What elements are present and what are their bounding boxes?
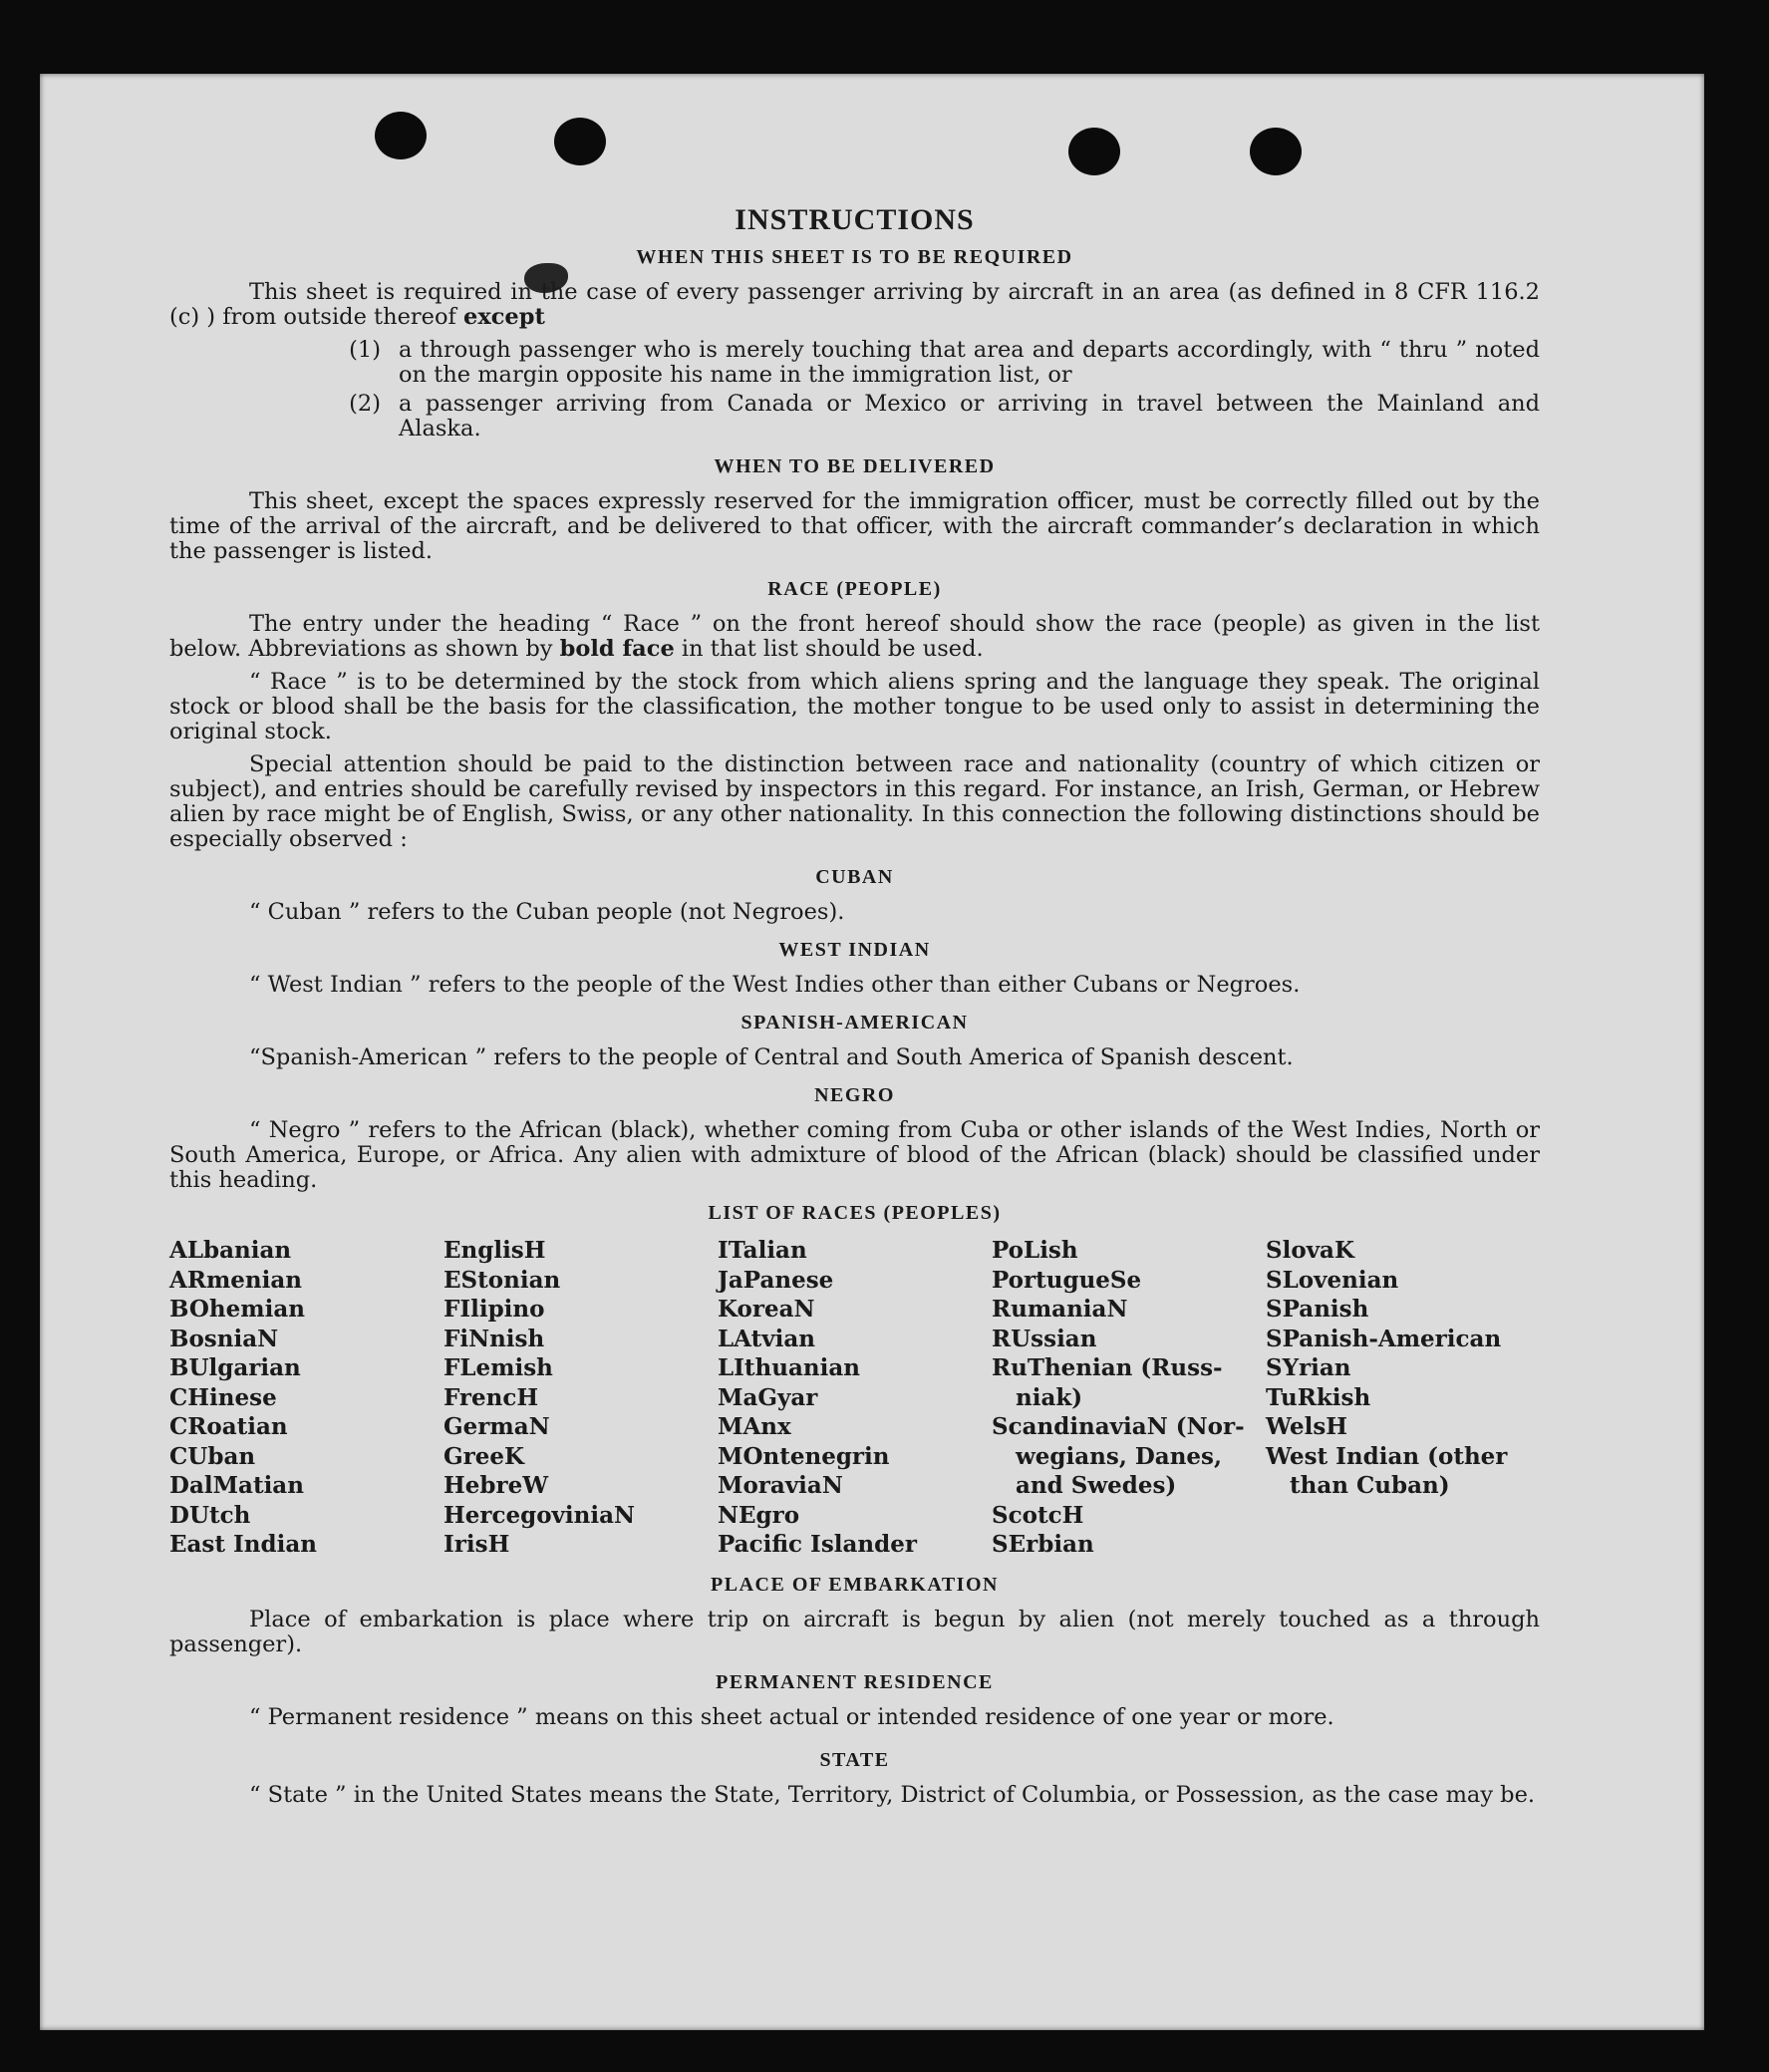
section-heading-when-required: WHEN THIS SHEET IS TO BE REQUIRED (636, 246, 1073, 268)
section-heading-cuban: CUBAN (815, 866, 894, 888)
race-entry: West Indian (other (1266, 1442, 1508, 1470)
cuban-text: “ Cuban ” refers to the Cuban people (not Negroes). (249, 899, 845, 925)
when-delivered-text: This sheet, except the spaces expressly reserved for the immigration officer, must be correctly filled out by the time of the arrival of the aircraft, and be delivered to that officer, with the aircraft commander’s declaration in which the passenger is listed. (169, 488, 1540, 564)
race-entry: SPanish (1266, 1296, 1369, 1323)
race-entry: RUssian (992, 1325, 1097, 1352)
race-entry: CRoatian (169, 1413, 288, 1440)
race-entry: NEgro (718, 1501, 800, 1529)
except-bold: except (463, 304, 545, 330)
race-entry: DUtch (169, 1501, 251, 1529)
race-entry: SlovaK (1266, 1237, 1354, 1264)
race-entry: CUban (169, 1442, 256, 1470)
race-entry: BosniaN (169, 1325, 279, 1352)
page-title: INSTRUCTIONS (735, 203, 975, 236)
race-entry: SYrian (1266, 1354, 1351, 1381)
race-entry: KoreaN (718, 1296, 815, 1323)
race-entry: Pacific Islander (718, 1531, 917, 1558)
race-entry: GermaN (443, 1413, 550, 1440)
state-text: “ State ” in the United States means the State, Territory, District of Columbia, or Possession, as the case may be. (249, 1781, 1536, 1808)
race-entry: PoLish (992, 1237, 1078, 1264)
race-entry: RuThenian (Russ- (992, 1354, 1223, 1381)
race-entry: MoraviaN (718, 1472, 843, 1499)
section-heading-when-delivered: WHEN TO BE DELIVERED (714, 455, 996, 477)
embarkation-text: Place of embarkation is place where trip on aircraft is begun by alien (not merely touched as a through passenger). (169, 1606, 1540, 1657)
race-entry: and Swedes) (1016, 1472, 1177, 1499)
race-entry: LAtvian (718, 1325, 815, 1352)
race-entry: BUlgarian (169, 1354, 301, 1381)
west-indian-text: “ West Indian ” refers to the people of the West Indies other than either Cubans or Negroes. (249, 972, 1301, 998)
race-entry: ScandinaviaN (Nor- (992, 1413, 1245, 1440)
section-heading-list-of-races: LIST OF RACES (PEOPLES) (708, 1202, 1002, 1224)
races-list (169, 1236, 1540, 1560)
races-column-2 (443, 1236, 718, 1560)
race-entry: GreeK (443, 1442, 525, 1470)
race-entry: RumaniaN (992, 1296, 1128, 1323)
races-column-1 (169, 1236, 443, 1560)
race-entry: FLemish (443, 1354, 553, 1381)
race-entry: EnglisH (443, 1237, 546, 1264)
race-entry: IrisH (443, 1531, 510, 1558)
residence-text: “ Permanent residence ” means on this sheet actual or intended residence of one year or more. (249, 1703, 1334, 1730)
exception-item-2: (2) a passenger arriving from Canada or Mexico or arriving in travel between the Mainland and Alaska. (349, 391, 1540, 442)
race-entry: ITalian (718, 1237, 807, 1264)
race-entry: SPanish-American (1266, 1325, 1502, 1352)
section-heading-spanish-american: SPANISH-AMERICAN (740, 1012, 969, 1034)
race-entry: wegians, Danes, (1016, 1442, 1222, 1470)
races-column-5 (1266, 1236, 1540, 1560)
section-heading-negro: NEGRO (814, 1084, 895, 1106)
race-entry: FiNnish (443, 1325, 545, 1352)
race-entry: SLovenian (1266, 1266, 1399, 1294)
race-entry: FIlipino (443, 1296, 545, 1323)
spanish-american-text: “Spanish-American ” refers to the people of Central and South America of Spanish descent. (249, 1044, 1294, 1070)
race-entry: ARmenian (169, 1266, 303, 1294)
race-entry: CHinese (169, 1383, 277, 1411)
race-entry: MaGyar (718, 1383, 818, 1411)
race-entry: niak) (1016, 1383, 1083, 1411)
section-heading-state: STATE (819, 1748, 890, 1771)
section-heading-race: RACE (PEOPLE) (767, 578, 942, 600)
race-entry: LIthuanian (718, 1354, 860, 1381)
race-entry: JaPanese (718, 1266, 834, 1294)
race-paragraph-3: Special attention should be paid to the distinction between race and nationality (country of which citizen or subject), and entries should be carefully revised by inspectors in this regard. For instance, an Irish, German, or Hebrew alien by race might be of English, Swiss, or any other nationality. In this connection the following distinctions should be especially observed : (169, 751, 1540, 852)
negro-text: “ Negro ” refers to the African (black), whether coming from Cuba or other islands of the West Indies, North or South America, Europe, or Africa. Any alien with admixture of blood of the African (black) should be classified under this heading. (169, 1117, 1540, 1193)
race-paragraph-2: “ Race ” is to be determined by the stock from which aliens spring and the language they speak. The original stock or blood shall be the basis for the classification, the mother tongue to be used only to assist in determining the original stock. (169, 669, 1540, 744)
race-entry: MOntenegrin (718, 1442, 890, 1470)
race-entry: than Cuban) (1290, 1472, 1450, 1499)
races-column-4 (992, 1236, 1266, 1560)
instructions-content (169, 134, 1540, 1816)
exception-item-1: (1) a through passenger who is merely touching that area and departs accordingly, with “ thru ” noted on the margin opposite his name in the immigration list, or (349, 337, 1540, 388)
section-heading-residence: PERMANENT RESIDENCE (716, 1670, 994, 1693)
race-entry: HebreW (443, 1472, 549, 1499)
race-entry: SErbian (992, 1531, 1094, 1558)
race-entry: DalMatian (169, 1472, 304, 1499)
race-entry: MAnx (718, 1413, 791, 1440)
race-entry: TuRkish (1266, 1383, 1371, 1411)
section-heading-embarkation: PLACE OF EMBARKATION (711, 1573, 999, 1596)
when-required-intro: This sheet is required in the case of every passenger arriving by aircraft in an area (as defined in 8 CFR 116.2 (c) ) from outside thereof except (169, 279, 1540, 330)
race-entry: BOhemian (169, 1296, 305, 1323)
races-column-3 (718, 1236, 992, 1560)
race-entry: FrencH (443, 1383, 539, 1411)
race-entry: EStonian (443, 1266, 561, 1294)
race-paragraph-1: The entry under the heading “ Race ” on the front hereof should show the race (people) as given in the list below. Abbreviations as shown by bold face in that list should be used. (169, 611, 1540, 662)
race-entry: PortugueSe (992, 1266, 1142, 1294)
race-entry: ALbanian (169, 1237, 292, 1264)
race-entry: East Indian (169, 1531, 317, 1558)
section-heading-west-indian: WEST INDIAN (778, 939, 931, 961)
race-entry: HercegoviniaN (443, 1501, 636, 1529)
race-entry: WelsH (1266, 1413, 1348, 1440)
race-entry: ScotcH (992, 1501, 1084, 1529)
